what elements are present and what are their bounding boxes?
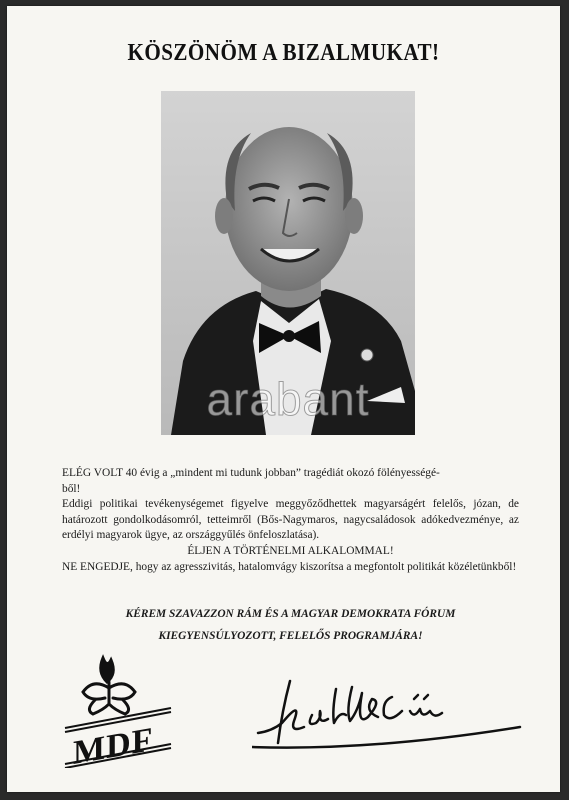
slogan: ÉLJEN A TÖRTÉNELMI ALKALOMMAL!	[187, 544, 394, 557]
tulip-icon	[83, 658, 135, 714]
flyer-title: KÖSZÖNÖM A BIZALMUKAT!	[127, 40, 440, 66]
handwritten-signature	[252, 671, 522, 761]
closing-appeal	[62, 603, 519, 647]
flyer-sheet	[7, 6, 560, 792]
closing-line-1: KÉREM SZAVAZZON RÁM ÉS A MAGYAR DEMOKRATA FÓRUM	[125, 608, 456, 620]
logo-text: MDF	[73, 720, 154, 773]
body-paragraph-3: NE ENGEDJE, hogy az agresszivitás, hatalomvágy kiszorítsa a megfontolt politikát közéletünkből!	[62, 560, 517, 573]
body-line-1b: ből!	[62, 482, 81, 495]
body-paragraph-2: Eddigi politikai tevékenységemet figyelve meggyőződhettek magyarságért felelős, józan, de határozott gondolkodásomról, tetteimről (Bős-Nagymaros, nagycsaládosok adókedvezménye, az erdélyi magyarok ügye, az országgyűlés önfeloszlatása).	[62, 498, 519, 542]
watermark-text: arabant	[206, 373, 370, 425]
body-text	[62, 466, 519, 575]
body-line-1: ELÉG VOLT 40 évig a „mindent mi tudunk jobban” tragédiát okozó fölényességé-	[62, 467, 440, 479]
closing-line-2: KIEGYENSÚLYOZOTT, FELELŐS PROGRAMJÁRA!	[158, 630, 423, 642]
mdf-logo	[59, 648, 179, 773]
